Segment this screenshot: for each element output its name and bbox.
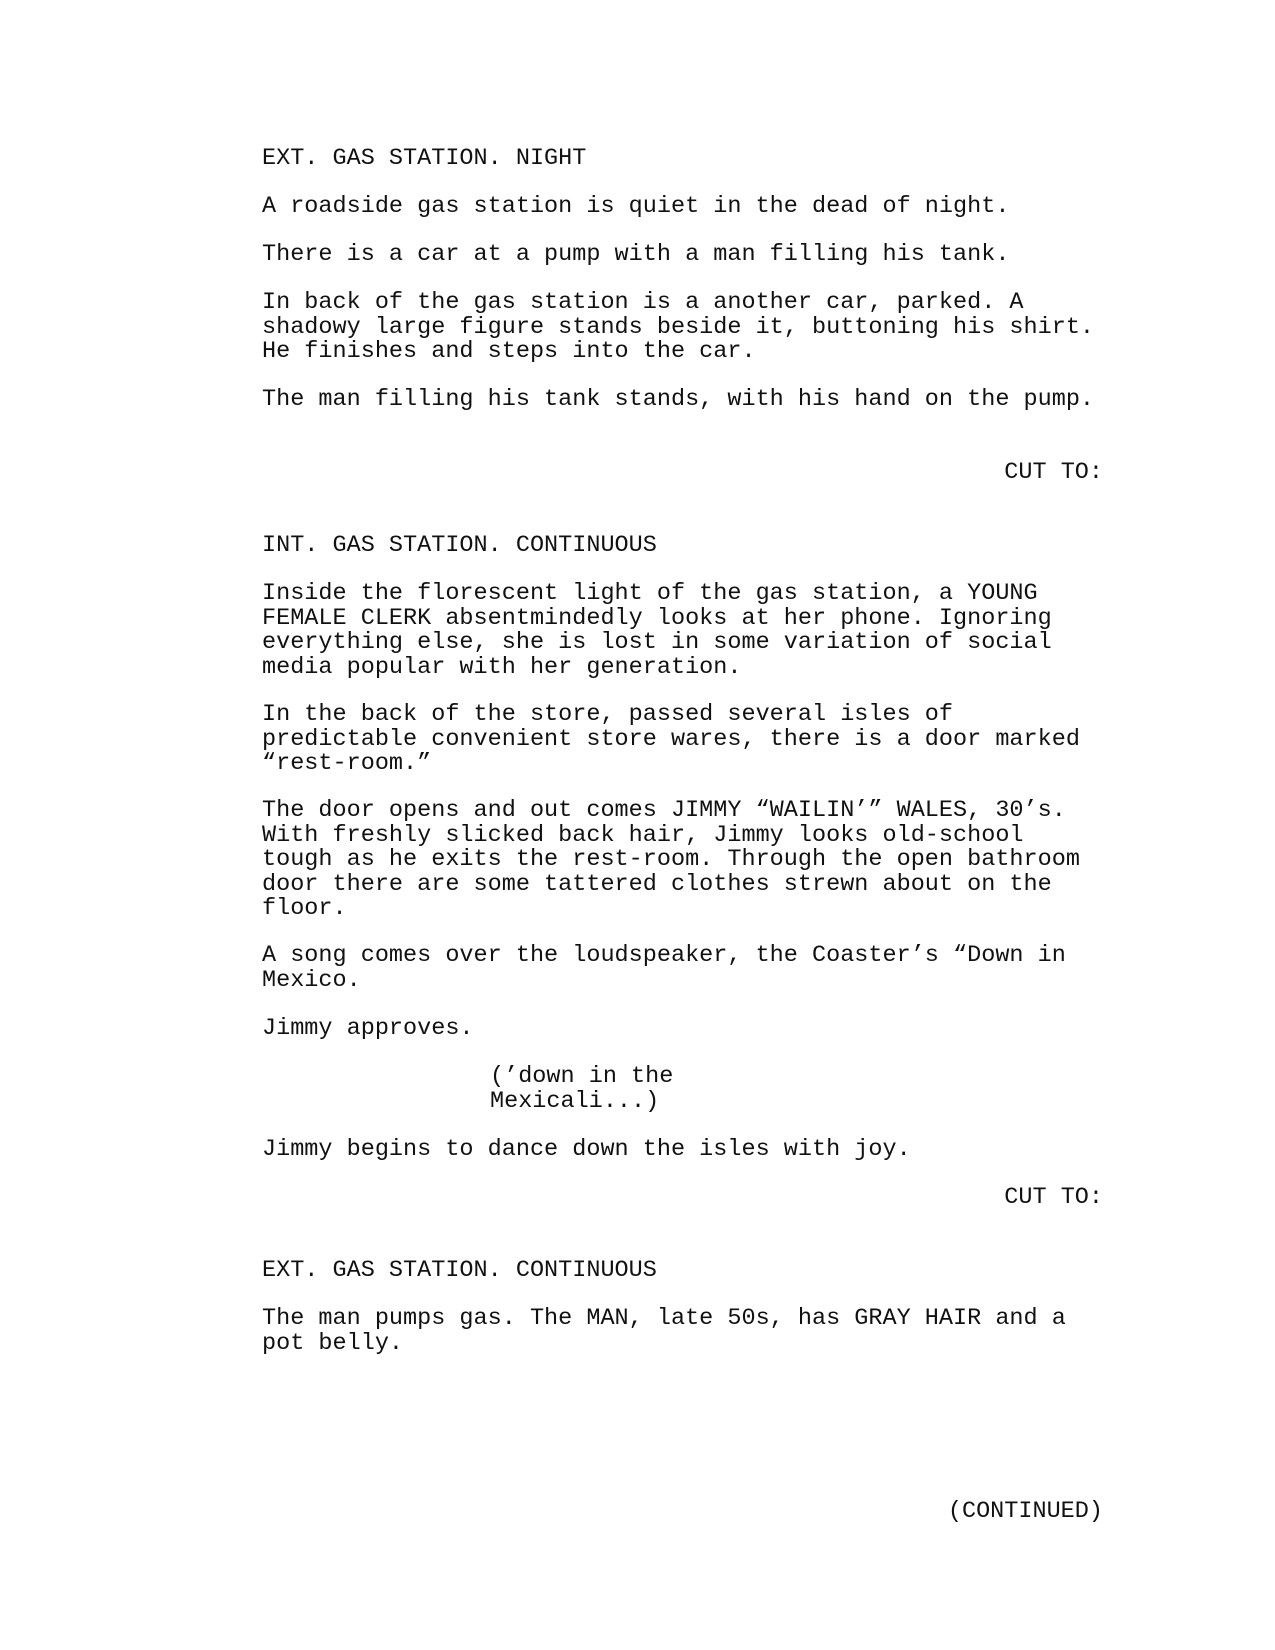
action-line: The man pumps gas. The MAN, late 50s, has GRAY HAIR and a pot belly. [262, 1305, 1066, 1357]
action-line: Jimmy begins to dance down the isles with joy. [262, 1136, 911, 1163]
action-line: Jimmy approves. [262, 1015, 474, 1042]
action-line: The door opens and out comes JIMMY “WAILIN’” WALES, 30’s. With freshly slicked back hair, Jimmy looks old-school tough as he exits the rest-room. Through the open bathroom door there are some tattered clothes strewn about on the floor. [262, 797, 1080, 923]
parenthetical: (’down in the Mexicali...) [490, 1063, 674, 1115]
action-line: Inside the florescent light of the gas station, a YOUNG FEMALE CLERK absentmindedly looks at her phone. Ignoring everything else, she is lost in some variation of social media popular with her generation. [262, 580, 1052, 681]
continued-marker: (CONTINUED) [947, 1498, 1103, 1525]
transition: CUT TO: [1004, 1184, 1103, 1211]
scene-heading: INT. GAS STATION. CONTINUOUS [262, 532, 657, 559]
scene-heading: EXT. GAS STATION. NIGHT [262, 145, 587, 172]
action-line: A song comes over the loudspeaker, the Coaster’s “Down in Mexico. [262, 942, 1066, 994]
scene-heading: EXT. GAS STATION. CONTINUOUS [262, 1257, 657, 1284]
action-line: In back of the gas station is a another car, parked. A shadowy large figure stands beside it, buttoning his shirt. He finishes and steps into the car. [262, 289, 1095, 366]
action-line: In the back of the store, passed several isles of predictable convenient store wares, there is a door marked “rest-room.” [262, 701, 1080, 778]
action-line: There is a car at a pump with a man filling his tank. [262, 241, 1010, 268]
transition: CUT TO: [1004, 459, 1103, 486]
action-line: The man filling his tank stands, with his hand on the pump. [262, 386, 1095, 413]
action-line: A roadside gas station is quiet in the dead of night. [262, 193, 1010, 220]
